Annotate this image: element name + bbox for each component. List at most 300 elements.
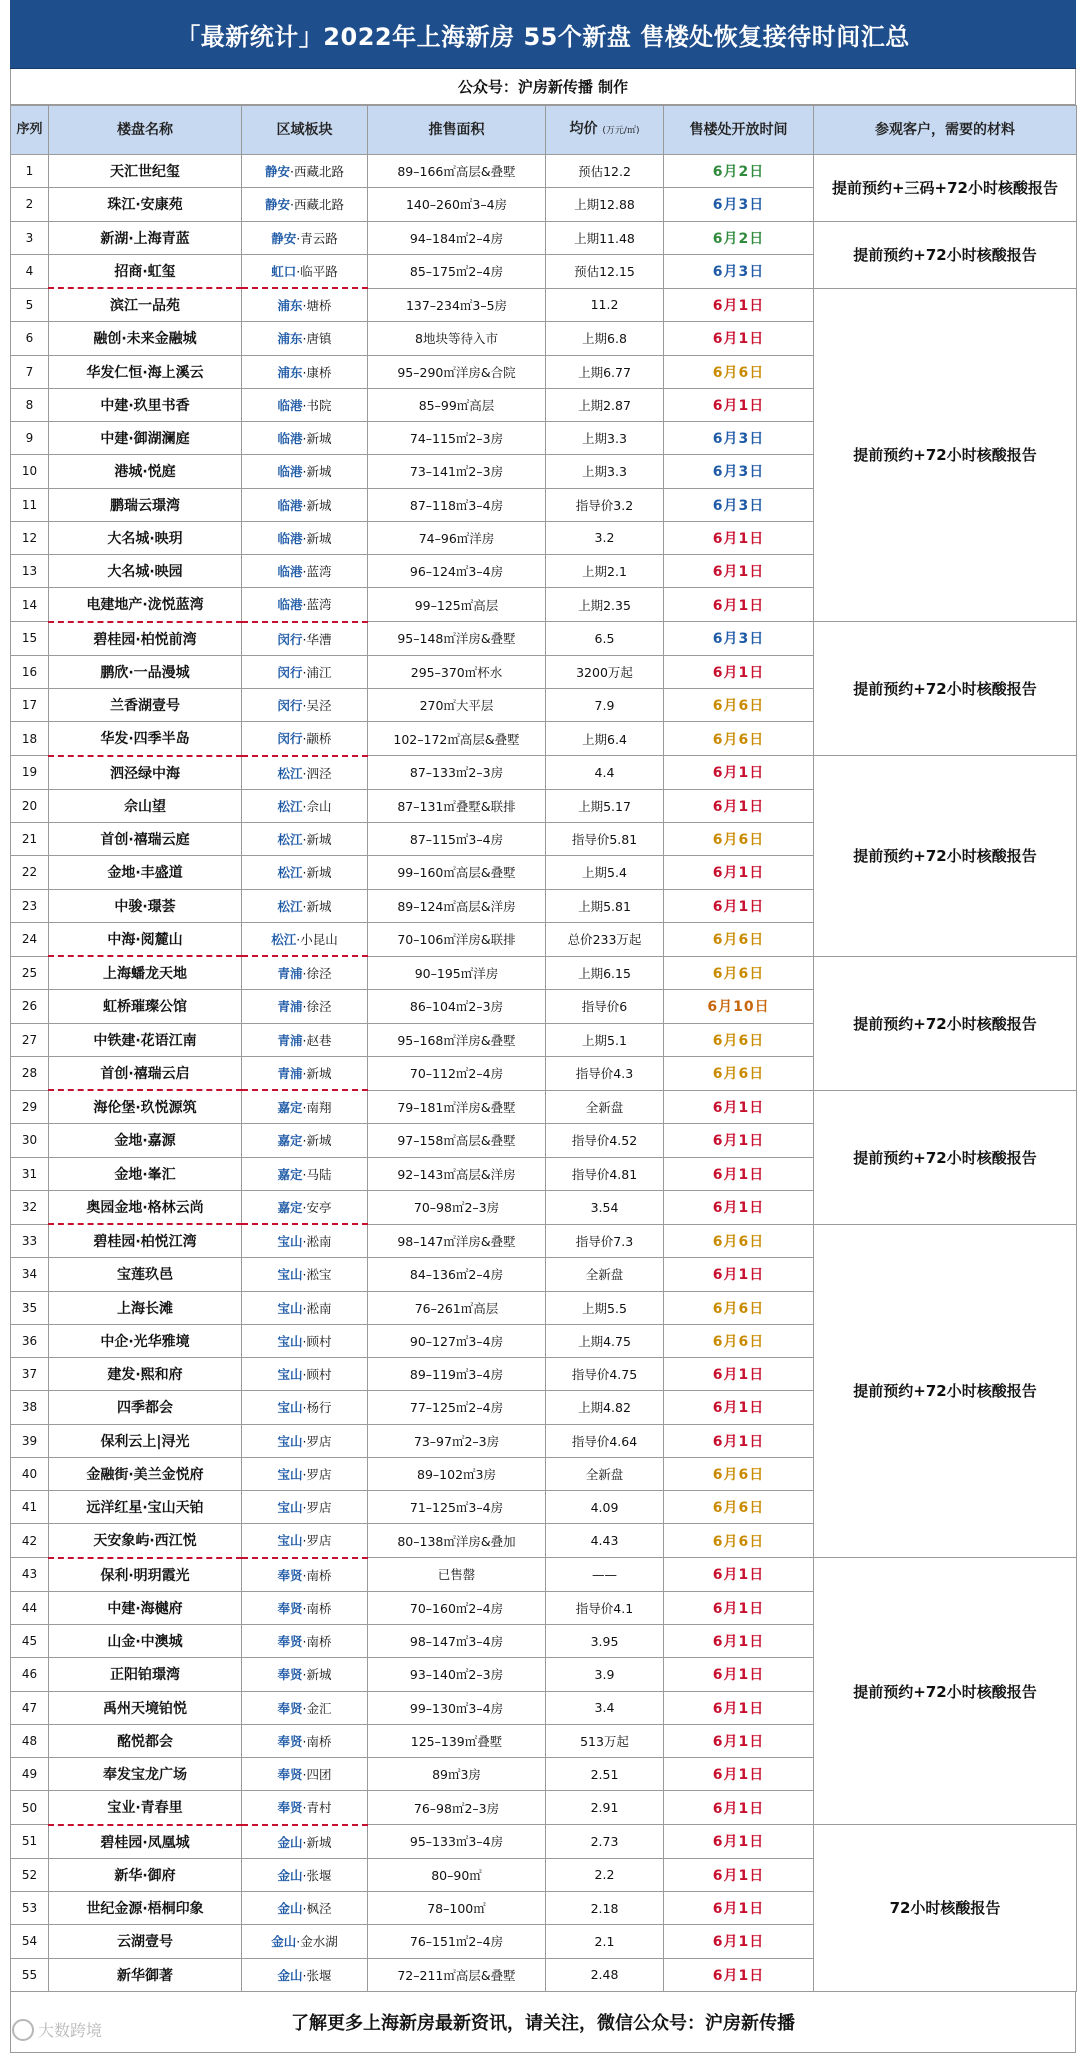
row-index: 18 bbox=[11, 722, 49, 756]
block-label: ·新城 bbox=[302, 1667, 332, 1683]
block-label: ·华漕 bbox=[302, 631, 332, 647]
project-name: 云湖壹号 bbox=[49, 1925, 242, 1958]
sale-area: 125–139㎡叠墅 bbox=[368, 1724, 546, 1757]
avg-price: 6.5 bbox=[546, 622, 664, 656]
district-label: 临港 bbox=[277, 397, 303, 413]
project-name: 鹏欣·一品漫城 bbox=[49, 655, 242, 688]
district-block bbox=[242, 1558, 368, 1592]
avg-price: 上期2.87 bbox=[546, 388, 664, 421]
project-name: 滨江一品苑 bbox=[49, 288, 242, 322]
open-time: 6月3日 bbox=[664, 422, 814, 455]
row-index: 35 bbox=[11, 1291, 49, 1324]
avg-price: 3.4 bbox=[546, 1691, 664, 1724]
project-name: 大名城·映园 bbox=[49, 555, 242, 588]
avg-price: 3.9 bbox=[546, 1658, 664, 1691]
row-index: 41 bbox=[11, 1491, 49, 1524]
district-block bbox=[242, 221, 368, 254]
district-block bbox=[242, 1791, 368, 1825]
sale-area: 98–147㎡洋房&叠墅 bbox=[368, 1224, 546, 1258]
avg-price: 3.95 bbox=[546, 1625, 664, 1658]
block-label: ·南桥 bbox=[302, 1733, 332, 1749]
district-block bbox=[242, 1491, 368, 1524]
avg-price: 全新盘 bbox=[546, 1457, 664, 1490]
sale-area: 87–133㎡2–3房 bbox=[368, 756, 546, 790]
open-time: 6月6日 bbox=[664, 1291, 814, 1324]
sale-area: 95–133㎡3–4房 bbox=[368, 1825, 546, 1859]
summary-sheet bbox=[10, 0, 1076, 2053]
project-name: 碧桂园·柏悦江湾 bbox=[49, 1224, 242, 1258]
row-index: 34 bbox=[11, 1258, 49, 1291]
block-label: ·青云路 bbox=[296, 230, 338, 246]
sale-area: 90–195㎡洋房 bbox=[368, 956, 546, 990]
table-row bbox=[11, 155, 1077, 188]
avg-price: 上期6.15 bbox=[546, 956, 664, 990]
district-label: 松江 bbox=[277, 898, 303, 914]
open-time: 6月6日 bbox=[664, 1324, 814, 1357]
project-name: 中海·阅麓山 bbox=[49, 922, 242, 956]
sale-area: 71–125㎡3–4房 bbox=[368, 1491, 546, 1524]
open-time: 6月3日 bbox=[664, 254, 814, 288]
avg-price: 上期5.81 bbox=[546, 889, 664, 922]
open-time: 6月1日 bbox=[664, 1958, 814, 1991]
avg-price: 上期2.35 bbox=[546, 588, 664, 622]
project-name: 新华·御府 bbox=[49, 1858, 242, 1891]
header-index: 序列 bbox=[11, 106, 49, 155]
row-index: 53 bbox=[11, 1892, 49, 1925]
district-block bbox=[242, 254, 368, 288]
required-materials: 提前预约+72小时核酸报告 bbox=[814, 756, 1077, 957]
avg-price: 上期12.88 bbox=[546, 188, 664, 221]
district-label: 青浦 bbox=[277, 1065, 303, 1081]
block-label: ·金汇 bbox=[302, 1700, 332, 1716]
table-row bbox=[11, 1558, 1077, 1592]
district-block bbox=[242, 990, 368, 1023]
district-block bbox=[242, 1157, 368, 1190]
avg-price: 3.2 bbox=[546, 521, 664, 554]
district-label: 奉贤 bbox=[277, 1667, 303, 1683]
open-time: 6月6日 bbox=[664, 956, 814, 990]
avg-price: 2.73 bbox=[546, 1825, 664, 1859]
district-label: 奉贤 bbox=[277, 1634, 303, 1650]
avg-price: 全新盘 bbox=[546, 1090, 664, 1124]
avg-price: 4.09 bbox=[546, 1491, 664, 1524]
open-time: 6月1日 bbox=[664, 655, 814, 688]
header-price bbox=[546, 106, 664, 155]
project-name: 上海蟠龙天地 bbox=[49, 956, 242, 990]
district-block bbox=[242, 355, 368, 388]
district-block bbox=[242, 1925, 368, 1958]
row-index: 12 bbox=[11, 521, 49, 554]
project-name: 保利·明玥霞光 bbox=[49, 1558, 242, 1592]
district-block bbox=[242, 789, 368, 822]
avg-price: 上期5.1 bbox=[546, 1023, 664, 1056]
sale-area: 76–261㎡高层 bbox=[368, 1291, 546, 1324]
block-label: ·颛桥 bbox=[302, 731, 332, 747]
district-label: 浦东 bbox=[277, 298, 303, 314]
district-label: 松江 bbox=[277, 798, 303, 814]
district-label: 静安 bbox=[271, 230, 297, 246]
district-label: 青浦 bbox=[277, 999, 303, 1015]
district-block bbox=[242, 1858, 368, 1891]
district-block bbox=[242, 1524, 368, 1558]
block-label: ·徐泾 bbox=[302, 966, 332, 982]
required-materials: 提前预约+72小时核酸报告 bbox=[814, 622, 1077, 756]
project-name: 珠江·安康苑 bbox=[49, 188, 242, 221]
open-time: 6月1日 bbox=[664, 1090, 814, 1124]
project-name: 虹桥璀璨公馆 bbox=[49, 990, 242, 1023]
block-label: ·南桥 bbox=[302, 1634, 332, 1650]
district-block bbox=[242, 1090, 368, 1124]
sale-area: 70–106㎡洋房&联排 bbox=[368, 922, 546, 956]
open-time: 6月1日 bbox=[664, 521, 814, 554]
open-time: 6月3日 bbox=[664, 622, 814, 656]
district-block bbox=[242, 1724, 368, 1757]
page-title: 「最新统计」2022年上海新房 55个新盘 售楼处恢复接待时间汇总 bbox=[10, 0, 1076, 69]
district-label: 青浦 bbox=[277, 966, 303, 982]
block-label: ·书院 bbox=[302, 397, 332, 413]
avg-price: 上期5.17 bbox=[546, 789, 664, 822]
sale-area: 80–90㎡ bbox=[368, 1858, 546, 1891]
avg-price: 上期6.4 bbox=[546, 722, 664, 756]
district-label: 松江 bbox=[271, 931, 297, 947]
district-block bbox=[242, 1291, 368, 1324]
district-block bbox=[242, 1758, 368, 1791]
district-block bbox=[242, 1658, 368, 1691]
district-block bbox=[242, 1691, 368, 1724]
sale-area: 95–168㎡洋房&叠墅 bbox=[368, 1023, 546, 1056]
row-index: 26 bbox=[11, 990, 49, 1023]
row-index: 21 bbox=[11, 823, 49, 856]
project-name: 金地·峯汇 bbox=[49, 1157, 242, 1190]
block-label: ·新城 bbox=[302, 530, 332, 546]
table-row bbox=[11, 622, 1077, 656]
block-label: ·康桥 bbox=[302, 364, 332, 380]
required-materials: 提前预约+三码+72小时核酸报告 bbox=[814, 155, 1077, 222]
project-name: 世纪金源·梧桐印象 bbox=[49, 1892, 242, 1925]
district-label: 闵行 bbox=[277, 631, 303, 647]
sale-area: 99–130㎡3–4房 bbox=[368, 1691, 546, 1724]
district-block bbox=[242, 1958, 368, 1991]
row-index: 1 bbox=[11, 155, 49, 188]
table-row bbox=[11, 956, 1077, 990]
district-label: 宝山 bbox=[277, 1333, 303, 1349]
avg-price: 指导价4.52 bbox=[546, 1124, 664, 1157]
avg-price: 上期4.75 bbox=[546, 1324, 664, 1357]
table-header-row bbox=[11, 106, 1077, 155]
watermark-logo-icon bbox=[12, 2019, 34, 2041]
district-block bbox=[242, 655, 368, 688]
project-name: 金地·嘉源 bbox=[49, 1124, 242, 1157]
district-block bbox=[242, 922, 368, 956]
district-label: 宝山 bbox=[277, 1466, 303, 1482]
row-index: 30 bbox=[11, 1124, 49, 1157]
open-time: 6月1日 bbox=[664, 1791, 814, 1825]
row-index: 20 bbox=[11, 789, 49, 822]
district-label: 宝山 bbox=[277, 1367, 303, 1383]
district-block bbox=[242, 422, 368, 455]
sale-area: 80–138㎡洋房&叠加 bbox=[368, 1524, 546, 1558]
project-name: 中建·玖里书香 bbox=[49, 388, 242, 421]
open-time: 6月1日 bbox=[664, 1691, 814, 1724]
sale-area: 79–181㎡洋房&叠墅 bbox=[368, 1090, 546, 1124]
open-time: 6月1日 bbox=[664, 1858, 814, 1891]
open-time: 6月1日 bbox=[664, 288, 814, 322]
open-time: 6月3日 bbox=[664, 488, 814, 521]
avg-price: 上期3.3 bbox=[546, 422, 664, 455]
sale-area: 137–234㎡3–5房 bbox=[368, 288, 546, 322]
block-label: ·罗店 bbox=[302, 1433, 332, 1449]
district-label: 松江 bbox=[277, 865, 303, 881]
open-time: 6月1日 bbox=[664, 388, 814, 421]
sale-area: 70–98㎡2–3房 bbox=[368, 1190, 546, 1224]
open-time: 6月6日 bbox=[664, 722, 814, 756]
project-name: 首创·禧瑞云启 bbox=[49, 1056, 242, 1090]
sale-area: 93–140㎡2–3房 bbox=[368, 1658, 546, 1691]
avg-price: 2.48 bbox=[546, 1958, 664, 1991]
sale-area: 已售罄 bbox=[368, 1558, 546, 1592]
sale-area: 89–102㎡3房 bbox=[368, 1457, 546, 1490]
required-materials: 提前预约+72小时核酸报告 bbox=[814, 288, 1077, 622]
row-index: 40 bbox=[11, 1457, 49, 1490]
open-time: 6月10日 bbox=[664, 990, 814, 1023]
project-name: 宝业·青春里 bbox=[49, 1791, 242, 1825]
open-time: 6月1日 bbox=[664, 789, 814, 822]
block-label: ·塘桥 bbox=[302, 298, 332, 314]
avg-price: 3.54 bbox=[546, 1190, 664, 1224]
sale-area: 85–175㎡2–4房 bbox=[368, 254, 546, 288]
open-time: 6月3日 bbox=[664, 455, 814, 488]
open-time: 6月1日 bbox=[664, 1825, 814, 1859]
open-time: 6月6日 bbox=[664, 1023, 814, 1056]
required-materials: 提前预约+72小时核酸报告 bbox=[814, 1090, 1077, 1224]
block-label: ·马陆 bbox=[302, 1166, 332, 1182]
row-index: 11 bbox=[11, 488, 49, 521]
required-materials: 提前预约+72小时核酸报告 bbox=[814, 1558, 1077, 1825]
project-name: 海伦堡·玖悦源筑 bbox=[49, 1090, 242, 1124]
block-label: ·淞南 bbox=[302, 1300, 332, 1316]
block-label: ·唐镇 bbox=[302, 331, 332, 347]
open-time: 6月6日 bbox=[664, 1224, 814, 1258]
open-time: 6月1日 bbox=[664, 889, 814, 922]
row-index: 44 bbox=[11, 1591, 49, 1624]
table-row bbox=[11, 756, 1077, 790]
row-index: 2 bbox=[11, 188, 49, 221]
avg-price: 总价233万起 bbox=[546, 922, 664, 956]
district-block bbox=[242, 856, 368, 889]
open-time: 6月1日 bbox=[664, 1758, 814, 1791]
project-name: 奉发宝龙广场 bbox=[49, 1758, 242, 1791]
district-label: 金山 bbox=[277, 1967, 303, 1983]
header-materials: 参观客户，需要的材料 bbox=[814, 106, 1077, 155]
row-index: 7 bbox=[11, 355, 49, 388]
block-label: ·张堰 bbox=[302, 1867, 332, 1883]
avg-price: 上期11.48 bbox=[546, 221, 664, 254]
row-index: 17 bbox=[11, 689, 49, 722]
district-label: 宝山 bbox=[277, 1267, 303, 1283]
avg-price: 上期5.4 bbox=[546, 856, 664, 889]
district-block bbox=[242, 756, 368, 790]
avg-price: 2.1 bbox=[546, 1925, 664, 1958]
footer-note: 了解更多上海新房最新资讯，请关注，微信公众号：沪房新传播 bbox=[10, 1992, 1076, 2053]
sale-area: 89–119㎡3–4房 bbox=[368, 1358, 546, 1391]
district-block bbox=[242, 588, 368, 622]
open-time: 6月3日 bbox=[664, 188, 814, 221]
district-block bbox=[242, 622, 368, 656]
row-index: 51 bbox=[11, 1825, 49, 1859]
project-name: 天安象屿·西江悦 bbox=[49, 1524, 242, 1558]
avg-price: —— bbox=[546, 1558, 664, 1592]
avg-price: 指导价4.75 bbox=[546, 1358, 664, 1391]
sale-area: 78–100㎡ bbox=[368, 1892, 546, 1925]
district-label: 临港 bbox=[277, 497, 303, 513]
project-name: 宝莲玖邑 bbox=[49, 1258, 242, 1291]
block-label: ·顾村 bbox=[302, 1333, 332, 1349]
project-name: 建发·熙和府 bbox=[49, 1358, 242, 1391]
avg-price: 2.91 bbox=[546, 1791, 664, 1825]
sale-area: 73–141㎡2–3房 bbox=[368, 455, 546, 488]
district-label: 静安 bbox=[265, 197, 291, 213]
block-label: ·新城 bbox=[302, 898, 332, 914]
project-name: 港城·悦庭 bbox=[49, 455, 242, 488]
open-time: 6月1日 bbox=[664, 756, 814, 790]
header-size: 推售面积 bbox=[368, 106, 546, 155]
district-label: 金山 bbox=[277, 1901, 303, 1917]
block-label: ·佘山 bbox=[302, 798, 332, 814]
open-time: 6月1日 bbox=[664, 555, 814, 588]
row-index: 52 bbox=[11, 1858, 49, 1891]
table-row bbox=[11, 1825, 1077, 1859]
district-label: 奉贤 bbox=[277, 1600, 303, 1616]
row-index: 45 bbox=[11, 1625, 49, 1658]
avg-price: 指导价7.3 bbox=[546, 1224, 664, 1258]
row-index: 47 bbox=[11, 1691, 49, 1724]
watermark-text: 大数跨境 bbox=[38, 2021, 103, 2040]
sale-area: 76–151㎡2–4房 bbox=[368, 1925, 546, 1958]
block-label: ·吴泾 bbox=[302, 698, 332, 714]
district-label: 嘉定 bbox=[277, 1199, 303, 1215]
sale-area: 96–124㎡3–4房 bbox=[368, 555, 546, 588]
sale-area: 95–148㎡洋房&叠墅 bbox=[368, 622, 546, 656]
block-label: ·安亭 bbox=[302, 1199, 332, 1215]
sale-area: 85–99㎡高层 bbox=[368, 388, 546, 421]
sale-area: 74–115㎡2–3房 bbox=[368, 422, 546, 455]
open-time: 6月1日 bbox=[664, 1925, 814, 1958]
open-time: 6月1日 bbox=[664, 1892, 814, 1925]
district-block bbox=[242, 823, 368, 856]
row-index: 13 bbox=[11, 555, 49, 588]
district-block bbox=[242, 1825, 368, 1859]
district-label: 宝山 bbox=[277, 1400, 303, 1416]
row-index: 33 bbox=[11, 1224, 49, 1258]
project-name: 华发仁恒·海上溪云 bbox=[49, 355, 242, 388]
open-time: 6月1日 bbox=[664, 1358, 814, 1391]
avg-price: 指导价4.64 bbox=[546, 1424, 664, 1457]
district-label: 宝山 bbox=[277, 1500, 303, 1516]
block-label: ·枫泾 bbox=[302, 1901, 332, 1917]
block-label: ·新城 bbox=[302, 865, 332, 881]
avg-price: 预估12.15 bbox=[546, 254, 664, 288]
open-time: 6月6日 bbox=[664, 823, 814, 856]
sale-area: 102–172㎡高层&叠墅 bbox=[368, 722, 546, 756]
sale-area: 99–160㎡高层&叠墅 bbox=[368, 856, 546, 889]
open-time: 6月6日 bbox=[664, 689, 814, 722]
district-block bbox=[242, 1892, 368, 1925]
project-name: 中企·光华雅境 bbox=[49, 1324, 242, 1357]
avg-price: 上期4.82 bbox=[546, 1391, 664, 1424]
table-row bbox=[11, 221, 1077, 254]
row-index: 36 bbox=[11, 1324, 49, 1357]
sale-area: 87–115㎡3–4房 bbox=[368, 823, 546, 856]
avg-price: 2.2 bbox=[546, 1858, 664, 1891]
row-index: 15 bbox=[11, 622, 49, 656]
district-label: 金山 bbox=[271, 1934, 297, 1950]
open-time: 6月1日 bbox=[664, 1258, 814, 1291]
open-time: 6月2日 bbox=[664, 155, 814, 188]
block-label: ·浦江 bbox=[302, 664, 332, 680]
row-index: 54 bbox=[11, 1925, 49, 1958]
district-label: 奉贤 bbox=[277, 1567, 303, 1583]
sale-area: 95–290㎡洋房&合院 bbox=[368, 355, 546, 388]
sale-area: 94–184㎡2–4房 bbox=[368, 221, 546, 254]
row-index: 3 bbox=[11, 221, 49, 254]
avg-price: 指导价6 bbox=[546, 990, 664, 1023]
district-block bbox=[242, 1258, 368, 1291]
table-row bbox=[11, 1090, 1077, 1124]
sale-area: 84–136㎡2–4房 bbox=[368, 1258, 546, 1291]
project-name: 招商·虹玺 bbox=[49, 254, 242, 288]
row-index: 23 bbox=[11, 889, 49, 922]
row-index: 4 bbox=[11, 254, 49, 288]
district-label: 宝山 bbox=[277, 1234, 303, 1250]
district-block bbox=[242, 689, 368, 722]
open-time: 6月1日 bbox=[664, 1558, 814, 1592]
open-time: 6月1日 bbox=[664, 1190, 814, 1224]
avg-price: 上期6.77 bbox=[546, 355, 664, 388]
project-name: 鹏瑞云璟湾 bbox=[49, 488, 242, 521]
block-label: ·新城 bbox=[302, 497, 332, 513]
district-label: 嘉定 bbox=[277, 1133, 303, 1149]
sale-area: 90–127㎡3–4房 bbox=[368, 1324, 546, 1357]
block-label: ·罗店 bbox=[302, 1466, 332, 1482]
row-index: 37 bbox=[11, 1358, 49, 1391]
block-label: ·西藏北路 bbox=[290, 197, 344, 213]
district-label: 宝山 bbox=[277, 1433, 303, 1449]
district-label: 浦东 bbox=[277, 364, 303, 380]
project-name: 奥园金地·格林云尚 bbox=[49, 1190, 242, 1224]
sale-area: 92–143㎡高层&洋房 bbox=[368, 1157, 546, 1190]
open-time: 6月1日 bbox=[664, 1391, 814, 1424]
district-block bbox=[242, 455, 368, 488]
projects-table bbox=[10, 105, 1077, 1992]
row-index: 46 bbox=[11, 1658, 49, 1691]
sale-area: 72–211㎡高层&叠墅 bbox=[368, 1958, 546, 1991]
row-index: 22 bbox=[11, 856, 49, 889]
row-index: 16 bbox=[11, 655, 49, 688]
table-body bbox=[11, 155, 1077, 1992]
district-block bbox=[242, 1124, 368, 1157]
sale-area: 97–158㎡高层&叠墅 bbox=[368, 1124, 546, 1157]
district-block bbox=[242, 1056, 368, 1090]
row-index: 32 bbox=[11, 1190, 49, 1224]
block-label: ·新城 bbox=[302, 464, 332, 480]
district-label: 嘉定 bbox=[277, 1166, 303, 1182]
avg-price: 上期2.1 bbox=[546, 555, 664, 588]
district-label: 临港 bbox=[277, 431, 303, 447]
district-label: 奉贤 bbox=[277, 1733, 303, 1749]
page-subtitle: 公众号：沪房新传播 制作 bbox=[10, 69, 1076, 105]
sale-area: 74–96㎡洋房 bbox=[368, 521, 546, 554]
row-index: 38 bbox=[11, 1391, 49, 1424]
